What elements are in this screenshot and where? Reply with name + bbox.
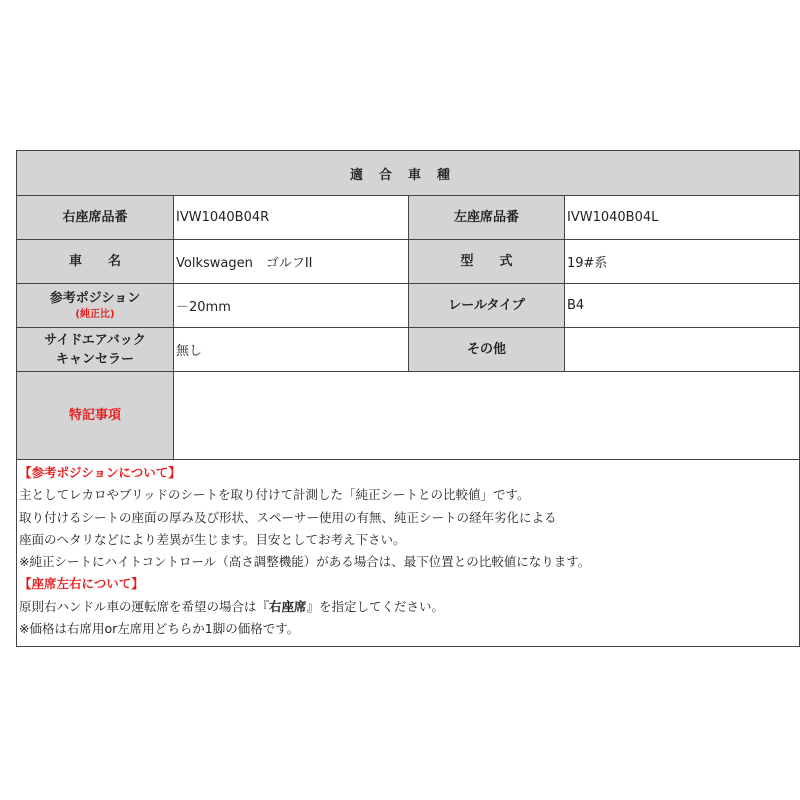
right-seat-part-label: 右座席品番 [17,196,174,240]
left-seat-part-value: IVW1040B04L [565,196,800,240]
reference-position-sub: (純正比) [75,309,115,320]
model-code-label: 型 式 [409,240,565,284]
note-line: 主としてレカロやブリッドのシートを取り付けて計測した「純正シートとの比較値」です。 [19,487,530,503]
notes-heading-seat-side: 【座席左右について】 [19,576,144,592]
special-notes-value [174,372,800,460]
rail-type-value: B4 [565,284,800,328]
table-row [17,196,800,240]
note-line: 取り付けるシートの座面の厚み及び形状、スペーサー使用の有無、純正シートの経年劣化による [19,509,557,525]
right-seat-part-value: IVW1040B04R [174,196,409,240]
note-line [19,596,799,618]
notes-block [17,460,800,647]
other-value [565,328,800,372]
airbag-canceller-label [17,328,174,372]
car-name-value: Volkswagen ゴルフII [174,240,409,284]
reference-position-label [17,284,174,328]
note-emphasis: 右座席 [269,598,307,614]
note-line: ※純正シートにハイトコントロール（高さ調整機能）がある場合は、最下位置との比較値になります。 [19,554,591,570]
left-seat-part-label: 左座席品番 [409,196,565,240]
special-notes-row [17,372,800,460]
notes-row [17,460,800,647]
airbag-canceller-line1: サイドエアバック [44,332,146,348]
table-row [17,284,800,328]
special-notes-label: 特記事項 [17,372,174,460]
rail-type-label: レールタイプ [409,284,565,328]
reference-position-value: －20mm [174,284,409,328]
note-line: ※価格は右席用or左席用どちらか1脚の価格です。 [19,621,300,637]
note-line: 座面のヘタリなどにより差異が生じます。目安としてお考え下さい。 [19,531,406,547]
fitment-table [16,150,800,647]
airbag-canceller-line2: キャンセラー [55,351,134,367]
reference-position-title: 参考ポジション [49,291,141,306]
table-row [17,328,800,372]
airbag-canceller-value: 無し [174,328,409,372]
model-code-value: 19#系 [565,240,800,284]
fitment-sheet [16,150,799,647]
title-row [17,151,800,196]
note-text: 原則右ハンドル車の運転席を希望の場合は『 [19,598,270,614]
table-title: 適合車種 [17,151,800,196]
car-name-label: 車 名 [17,240,174,284]
notes-heading-position: 【参考ポジションについて】 [19,465,181,480]
note-text: 』を指定してください。 [306,598,445,614]
other-label: その他 [409,328,565,372]
table-row [17,240,800,284]
